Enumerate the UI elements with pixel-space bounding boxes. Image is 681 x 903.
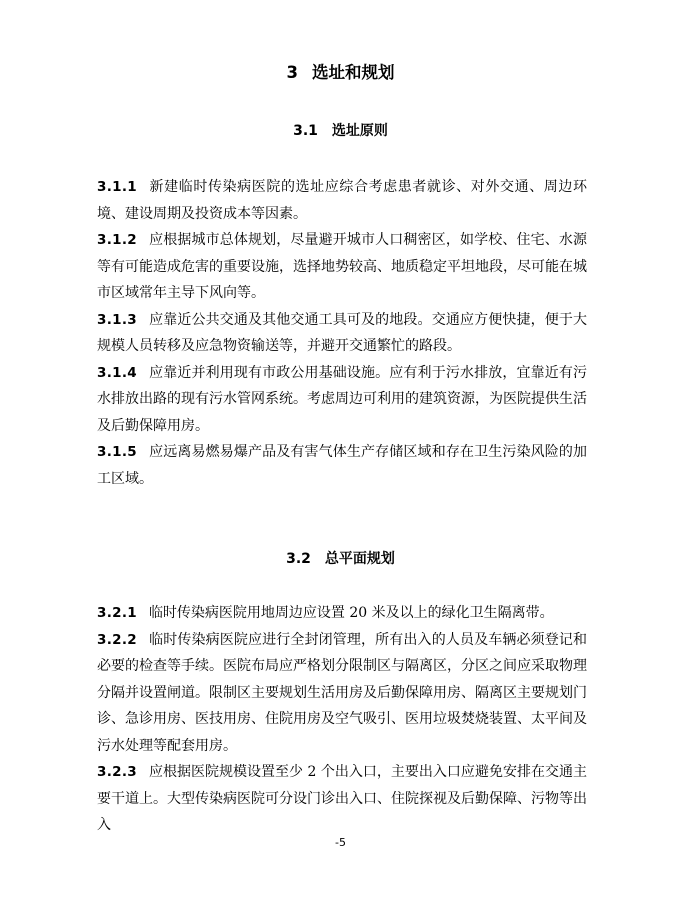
- clause: [97, 307, 587, 360]
- clause: [97, 439, 587, 492]
- clause: [97, 600, 587, 627]
- chapter-heading: [0, 62, 681, 84]
- clause: [97, 759, 587, 839]
- clause-text: 应根据城市总体规划，尽量避开城市人口稠密区，如学校、住宅、水源等有可能造成危害的重要设施，选择地势较高、地质稳定平坦地段，尽可能在城市区域常年主导下风向等。: [97, 232, 587, 301]
- clause-number: 3.2.3: [97, 764, 137, 780]
- clause-number: 3.2.1: [97, 605, 137, 621]
- chapter-number: 3: [286, 63, 298, 82]
- clause: [97, 360, 587, 440]
- page-number: -5: [335, 836, 346, 849]
- section-body: [97, 600, 587, 839]
- clause-number: 3.1.3: [97, 311, 137, 328]
- clause: [97, 174, 587, 227]
- clause: [97, 227, 587, 307]
- section-number: 3.1: [293, 123, 318, 139]
- section-number: 3.2: [286, 551, 311, 567]
- clause-number: 3.2.2: [97, 631, 137, 648]
- chapter-title: 选址和规划: [311, 63, 395, 82]
- clause-text: 应靠近并利用现有市政公用基础设施。应有利于污水排放，宜靠近有污水排放出路的现有污水管网系统。考虑周边可利用的建筑资源，为医院提供生活及后勤保障用房。: [97, 364, 587, 434]
- clause-text: 临时传染病医院用地周边应设置 20 米及以上的绿化卫生隔离带。: [148, 605, 554, 621]
- clause-text: 应靠近公共交通及其他交通工具可及的地段。交通应方便快捷，便于大规模人员转移及应急物资输送等，并避开交通繁忙的路段。: [97, 311, 587, 354]
- clause-text: 新建临时传染病医院的选址应综合考虑患者就诊、对外交通、周边环境、建设周期及投资成本等因素。: [97, 179, 587, 222]
- clause-text: 应根据医院规模设置至少 2 个出入口，主要出入口应避免安排在交通主要干道上。大型传染病医院可分设门诊出入口、住院探视及后勤保障、污物等出入: [97, 764, 587, 833]
- clause-number: 3.1.1: [97, 179, 137, 195]
- clause: [97, 627, 587, 760]
- section-title: 总平面规划: [324, 551, 395, 567]
- clause-number: 3.1.2: [97, 232, 137, 248]
- section-title: 选址原则: [331, 123, 388, 139]
- section-heading: [0, 549, 681, 569]
- section-heading: [0, 121, 681, 141]
- clause-text: 应远离易燃易爆产品及有害气体生产存储区域和存在卫生污染风险的加工区域。: [97, 444, 587, 487]
- clause-number: 3.1.4: [97, 364, 137, 381]
- clause-number: 3.1.5: [97, 444, 137, 460]
- clause-text: 临时传染病医院应进行全封闭管理，所有出入的人员及车辆必须登记和必要的检查等手续。医院布局应严格划分限制区与隔离区，分区之间应采取物理分隔并设置闸道。限制区主要规划生活用房及后勤保障用房、隔离区主要规划门诊、急诊用房、医技用房、住院用房及空气吸引、医用垃圾焚烧装置、太平间及污水处理等配套用房。: [97, 631, 587, 754]
- section-body: [97, 174, 587, 492]
